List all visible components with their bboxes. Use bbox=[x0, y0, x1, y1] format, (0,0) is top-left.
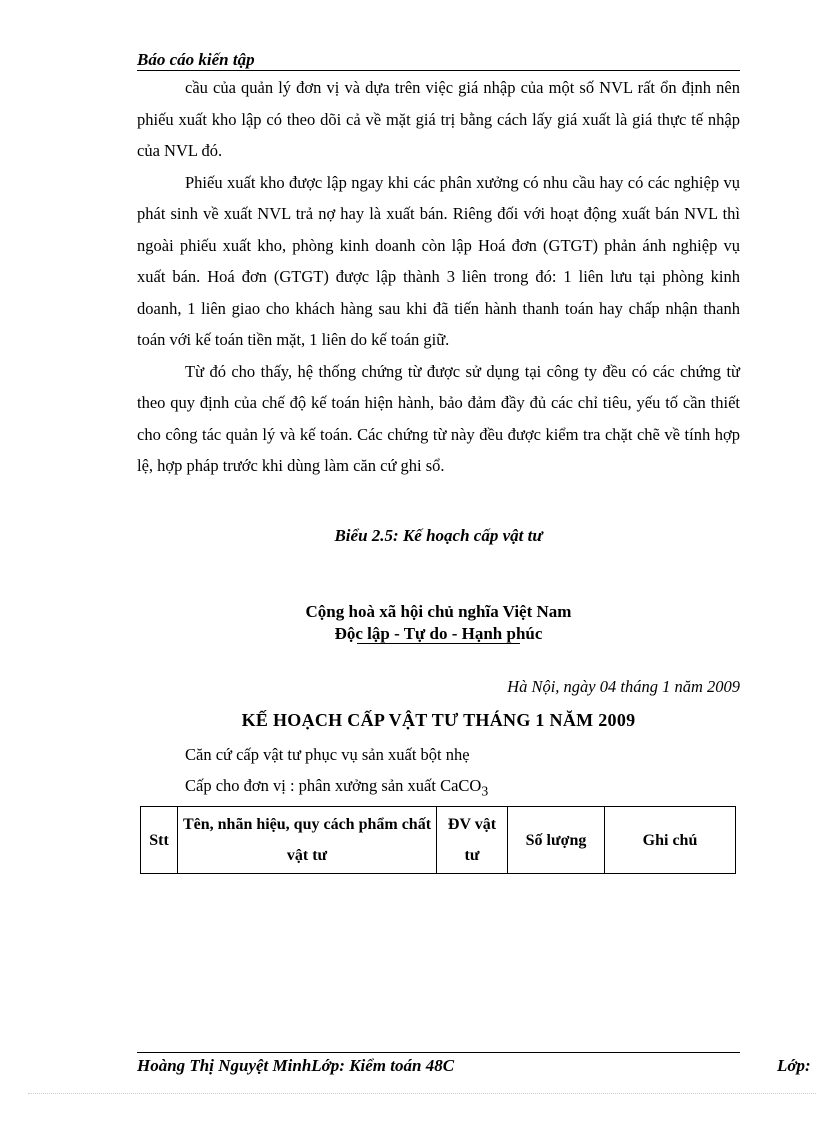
body-text bbox=[137, 72, 740, 482]
place-date: Hà Nội, ngày 04 tháng 1 năm 2009 bbox=[507, 677, 740, 696]
unit-text: Cấp cho đơn vị : phân xưởng sản xuất CaCO bbox=[185, 776, 482, 795]
republic-name: Cộng hoà xã hội chủ nghĩa Việt Nam bbox=[305, 602, 572, 621]
paragraph-3: Từ đó cho thấy, hệ thống chứng từ được sử dụng tại công ty đều có các chứng từ theo quy định của chế độ kế toán hiện hành, bảo đảm đầy đủ các chỉ tiêu, yếu tố cần thiết cho công tác quản lý và kế toán. Các chứng từ này đều được kiểm tra chặt chẽ về tính hợp lệ, hợp pháp trước khi dùng làm căn cứ ghi sổ. bbox=[137, 361, 740, 475]
unit-subscript: 3 bbox=[481, 783, 489, 799]
col-quantity: Số lượng bbox=[508, 807, 605, 874]
header-title: Báo cáo kiến tập bbox=[137, 50, 255, 69]
footer-class: Lớp: bbox=[777, 1056, 811, 1075]
figure-caption: Biểu 2.5: Kế hoạch cấp vật tư bbox=[334, 526, 543, 545]
page-break-line bbox=[28, 1093, 816, 1094]
plan-title: KẾ HOẠCH CẤP VẬT TƯ THÁNG 1 NĂM 2009 bbox=[241, 710, 636, 730]
running-header bbox=[137, 50, 740, 71]
paragraph-2: Phiếu xuất kho được lập ngay khi các phân xưởng có nhu cầu hay có các nghiệp vụ phát sinh về xuất NVL trả nợ hay là xuất bán. Riêng đối với hoạt động xuất bán NVL thì ngoài phiếu xuất kho, phòng kinh doanh còn lập Hoá đơn (GTGT) phản ánh nghiệp vụ xuất bán. Hoá đơn (GTGT) được lập thành 3 liên trong đó: 1 liên lưu tại phòng kinh doanh, 1 liên giao cho khách hàng sau khi đã tiến hành thanh toán hay chấp nhận thanh toán với kế toán tiền mặt, 1 liên do kế toán giữ. bbox=[137, 172, 740, 349]
national-motto: Độc lập - Tự do - Hạnh phúc bbox=[334, 624, 543, 643]
plan-basis: Căn cứ cấp vật tư phục vụ sản xuất bột nhẹ bbox=[185, 745, 470, 764]
plan-table bbox=[140, 806, 736, 874]
plan-unit bbox=[185, 776, 488, 799]
paragraph-1: cầu của quản lý đơn vị và dựa trên việc giá nhập của một số NVL rất ổn định nên phiếu xuất kho lập có theo dõi cả về mặt giá trị bằng cách lấy giá xuất là giá thực tế nhập của NVL đó. bbox=[137, 78, 740, 160]
footer-rule bbox=[137, 1052, 740, 1053]
col-unit: ĐV vật tư bbox=[437, 807, 508, 874]
footer-author: Hoàng Thị Nguyệt MinhLớp: Kiểm toán 48C bbox=[137, 1056, 455, 1075]
motto-underline bbox=[357, 643, 521, 644]
col-note: Ghi chú bbox=[605, 807, 736, 874]
col-name: Tên, nhãn hiệu, quy cách phẩm chất vật tư bbox=[178, 807, 437, 874]
national-heading bbox=[137, 601, 740, 645]
col-stt: Stt bbox=[141, 807, 178, 874]
table-header-row bbox=[141, 807, 736, 874]
